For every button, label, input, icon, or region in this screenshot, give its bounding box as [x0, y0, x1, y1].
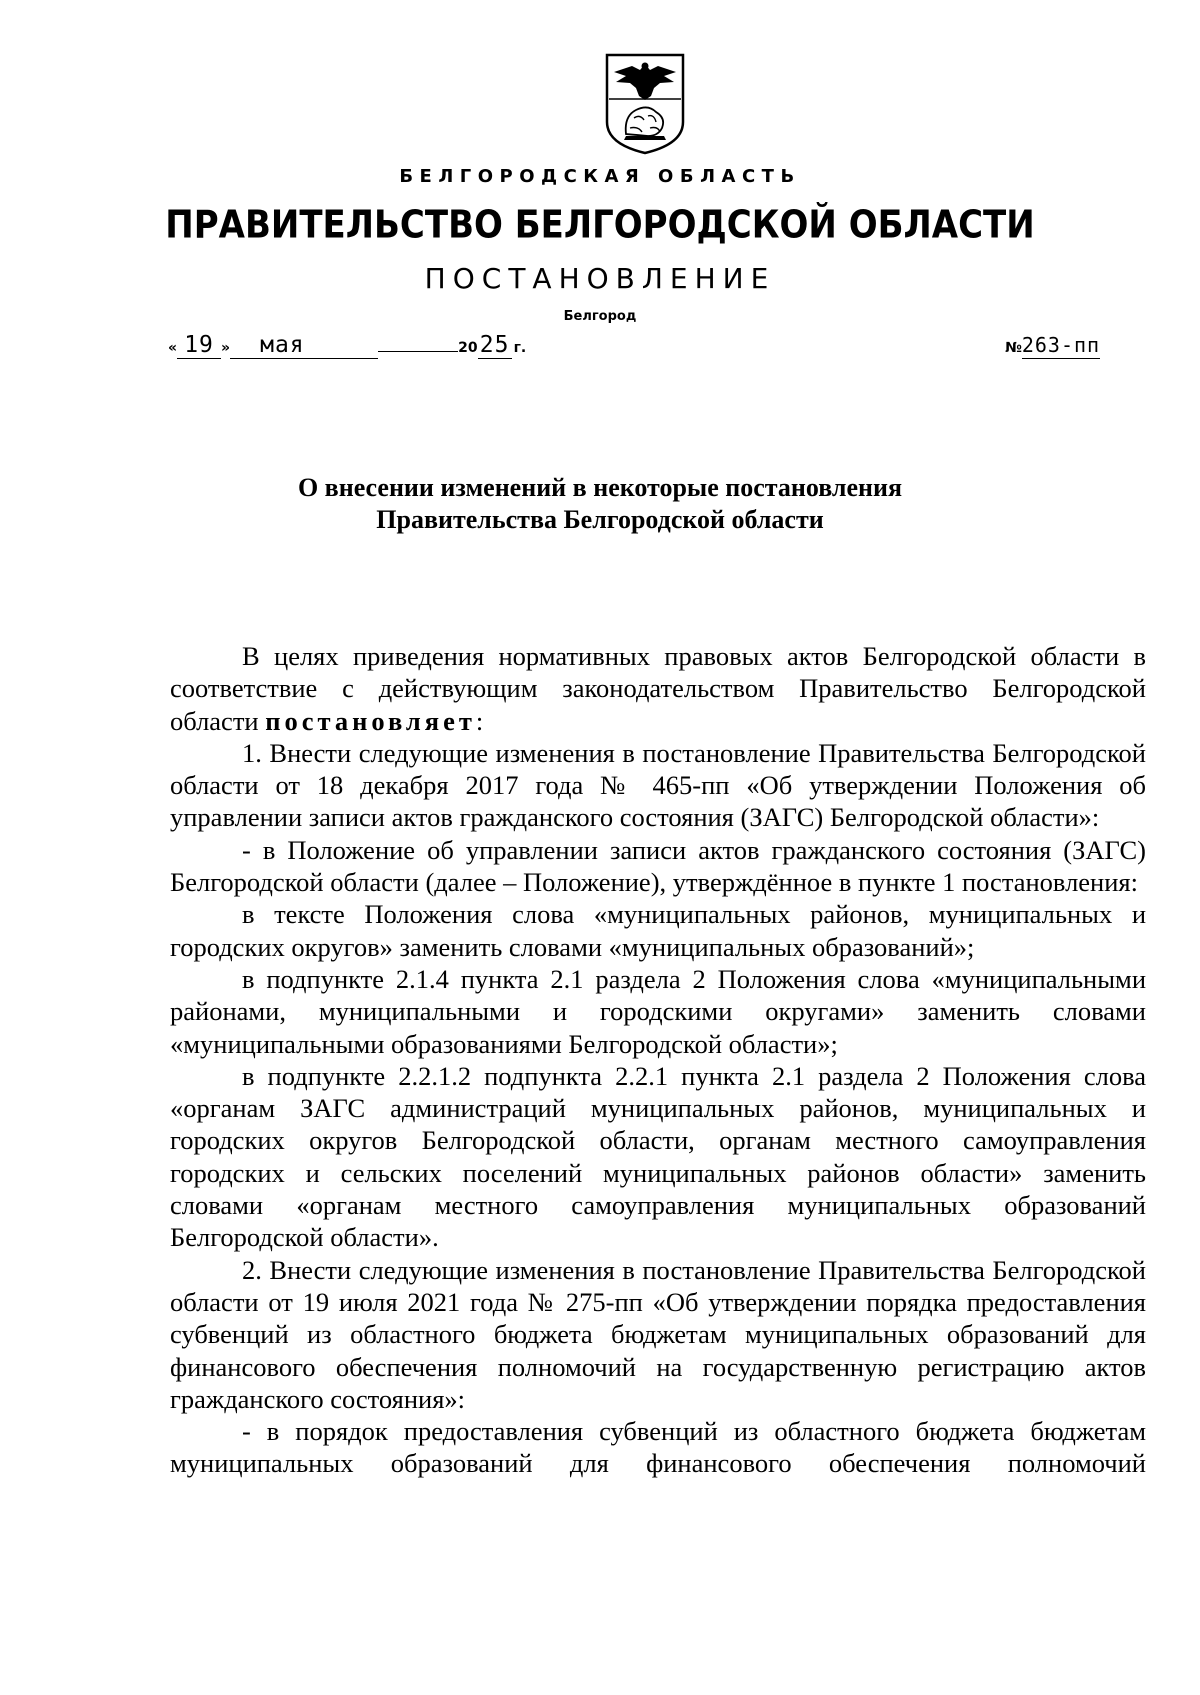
coat-of-arms-icon	[604, 52, 686, 156]
document-body	[170, 640, 1146, 1480]
document-title	[160, 472, 1040, 536]
paragraph-intro: В целях приведения нормативных правовых актов Белгородской области в соответствие с действующим законодательством Правительство Белгородской области постановляет:	[170, 641, 1146, 736]
date-open-quote: «	[168, 340, 178, 356]
paragraph-6: 2. Внести следующие изменения в постановление Правительства Белгородской области от 19 июля 2021 года № 275-пп «Об утверждении порядка предоставления субвенций из областного бюджета бюджетам муниципальных образований для финансового обеспечения полномочий на государственную регистрацию актов гражданского состояния»:	[170, 1254, 1146, 1414]
date-year-mark: г.	[513, 340, 527, 356]
paragraph-2: - в Положение об управлении записи актов гражданского состояния (ЗАГС) Белгородской области (далее – Положение), утверждённое в пункте 1 постановления:	[170, 834, 1146, 898]
paragraph-7: - в порядок предоставления субвенций из областного бюджета бюджетам муниципальных образований для финансового обеспечения полномочий	[170, 1416, 1146, 1479]
date-day: 19	[177, 332, 221, 359]
number-value: 263-пп	[1021, 333, 1101, 357]
region-name: БЕЛГОРОДСКАЯ ОБЛАСТЬ	[399, 166, 801, 187]
date-year-suffix: 25	[478, 332, 512, 359]
paragraph-4: в подпункте 2.1.4 пункта 2.1 раздела 2 Положения слова «муниципальными районами, муниципальными и городскими округами» заменить словами «муниципальными образованиями Белгородской области»;	[170, 963, 1146, 1059]
date-field	[168, 332, 526, 359]
paragraph-3: в тексте Положения слова «муниципальных районов, муниципальных и городских округов» заменить словами «муниципальных образований»;	[170, 899, 1146, 962]
date-close-quote: »	[221, 340, 231, 356]
date-year-prefix: 20	[458, 340, 478, 356]
number-label: №	[1005, 340, 1022, 356]
title-line-1: О внесении изменений в некоторые постановления	[297, 473, 903, 502]
title-line-2: Правительства Белгородской области	[376, 505, 824, 534]
paragraph-5: в подпункте 2.2.1.2 подпункта 2.2.1 пункта 2.1 раздела 2 Положения слова «органам ЗАГС администраций муниципальных районов, муниципальных и городских округов Белгородской области, органам местного самоуправления городских и сельских поселений муниципальных районов области» заменить словами «органам местного самоуправления муниципальных образований Белгородской области».	[170, 1060, 1146, 1253]
government-title: ПРАВИТЕЛЬСТВО БЕЛГОРОДСКОЙ ОБЛАСТИ	[165, 203, 1035, 248]
document-type: ПОСТАНОВЛЕНИЕ	[424, 262, 776, 295]
city-name: Белгород	[563, 309, 637, 324]
paragraph-1: 1. Внести следующие изменения в постановление Правительства Белгородской области от 18 декабря 2017 года № 465-пп «Об утверждении Положения об управлении записи актов гражданского состояния (ЗАГС) Белгородской области»:	[170, 737, 1146, 833]
date-month: мая	[230, 332, 378, 359]
resolves-word: постановляет	[265, 705, 476, 736]
document-number	[1005, 332, 1100, 359]
